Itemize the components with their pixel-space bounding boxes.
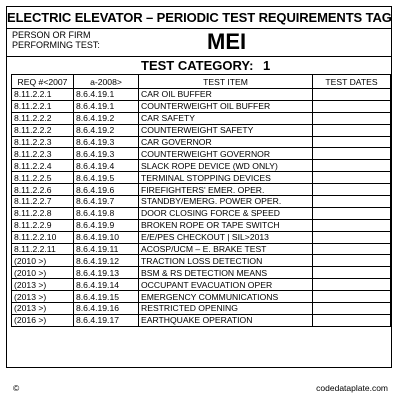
test-item-cell: TERMINAL STOPPING DEVICES [139, 172, 313, 184]
test-item-cell: SLACK ROPE DEVICE (WD ONLY) [139, 160, 313, 172]
a-2008-cell: 8.6.4.19.12 [74, 255, 139, 267]
table-row [12, 267, 391, 279]
copyright-symbol: © [13, 383, 20, 393]
a-2008-cell: 8.6.4.19.2 [74, 112, 139, 124]
test-dates-cell [313, 196, 391, 208]
test-item-cell: EMERGENCY COMMUNICATIONS [139, 291, 313, 303]
a-2008-cell: 8.6.4.19.3 [74, 136, 139, 148]
a-2008-cell: 8.6.4.19.15 [74, 291, 139, 303]
test-item-cell: TRACTION LOSS DETECTION [139, 255, 313, 267]
req-2007-cell: 8.11.2.2.2 [12, 124, 74, 136]
test-item-cell: CAR SAFETY [139, 112, 313, 124]
test-item-cell: E/E/PES CHECKOUT | SIL>2013 [139, 231, 313, 243]
table-header-row [12, 75, 391, 89]
table-row [12, 243, 391, 255]
req-2007-cell: 8.11.2.2.5 [12, 172, 74, 184]
table-row [12, 100, 391, 112]
test-dates-cell [313, 184, 391, 196]
req-2007-cell: 8.11.2.2.1 [12, 89, 74, 101]
test-category-label: TEST CATEGORY: [141, 58, 254, 73]
test-item-cell: DOOR CLOSING FORCE & SPEED [139, 207, 313, 219]
test-dates-cell [313, 136, 391, 148]
test-item-cell: STANDBY/EMERG. POWER OPER. [139, 196, 313, 208]
table-row [12, 89, 391, 101]
table-row [12, 303, 391, 315]
a-2008-cell: 8.6.4.19.6 [74, 184, 139, 196]
table-row [12, 314, 391, 326]
table-row [12, 231, 391, 243]
test-dates-cell [313, 124, 391, 136]
a-2008-cell: 8.6.4.19.14 [74, 279, 139, 291]
test-dates-cell [313, 172, 391, 184]
req-2007-cell: 8.11.2.2.4 [12, 160, 74, 172]
test-item-cell: CAR OIL BUFFER [139, 89, 313, 101]
person-or-firm-value: MEI [207, 29, 247, 54]
a-2008-cell: 8.6.4.19.17 [74, 314, 139, 326]
req-2007-cell: (2016 >) [12, 314, 74, 326]
a-2008-cell: 8.6.4.19.8 [74, 207, 139, 219]
table-row [12, 196, 391, 208]
req-2007-cell: 8.11.2.2.8 [12, 207, 74, 219]
a-2008-cell: 8.6.4.19.3 [74, 148, 139, 160]
test-item-cell: BROKEN ROPE OR TAPE SWITCH [139, 219, 313, 231]
a-2008-cell: 8.6.4.19.16 [74, 303, 139, 315]
test-dates-cell [313, 112, 391, 124]
table-row [12, 207, 391, 219]
a-2008-cell: 8.6.4.19.13 [74, 267, 139, 279]
req-2007-cell: (2013 >) [12, 279, 74, 291]
req-2007-cell: 8.11.2.2.3 [12, 148, 74, 160]
a-2008-cell: 8.6.4.19.2 [74, 124, 139, 136]
table-row [12, 160, 391, 172]
tag-title: ELECTRIC ELEVATOR – PERIODIC TEST REQUIREMENTS TAG [7, 7, 391, 29]
test-item-cell: ACOSP/UCM – E. BRAKE TEST [139, 243, 313, 255]
table-row [12, 279, 391, 291]
header-a-2008: a-2008> [74, 75, 139, 89]
req-2007-cell: 8.11.2.2.3 [12, 136, 74, 148]
test-item-cell: BSM & RS DETECTION MEANS [139, 267, 313, 279]
table-row [12, 184, 391, 196]
test-requirements-table [11, 74, 391, 327]
table-row [12, 291, 391, 303]
test-item-cell: CAR GOVERNOR [139, 136, 313, 148]
req-2007-cell: (2010 >) [12, 255, 74, 267]
req-2007-cell: (2013 >) [12, 303, 74, 315]
req-2007-cell: 8.11.2.2.11 [12, 243, 74, 255]
test-dates-cell [313, 160, 391, 172]
req-2007-cell: (2013 >) [12, 291, 74, 303]
table-row [12, 255, 391, 267]
table-row [12, 112, 391, 124]
test-item-cell: OCCUPANT EVACUATION OPER [139, 279, 313, 291]
header-req-2007: REQ #<2007 [12, 75, 74, 89]
req-2007-cell: 8.11.2.2.6 [12, 184, 74, 196]
a-2008-cell: 8.6.4.19.7 [74, 196, 139, 208]
table-row [12, 172, 391, 184]
site-name: codedataplate.com [316, 383, 388, 393]
test-dates-cell [313, 279, 391, 291]
a-2008-cell: 8.6.4.19.10 [74, 231, 139, 243]
a-2008-cell: 8.6.4.19.9 [74, 219, 139, 231]
test-dates-cell [313, 303, 391, 315]
table-row [12, 148, 391, 160]
test-item-cell: EARTHQUAKE OPERATION [139, 314, 313, 326]
req-2007-cell: 8.11.2.2.2 [12, 112, 74, 124]
test-dates-cell [313, 219, 391, 231]
test-dates-cell [313, 267, 391, 279]
test-item-cell: RESTRICTED OPENING [139, 303, 313, 315]
a-2008-cell: 8.6.4.19.5 [74, 172, 139, 184]
a-2008-cell: 8.6.4.19.1 [74, 89, 139, 101]
test-item-cell: COUNTERWEIGHT GOVERNOR [139, 148, 313, 160]
test-category-row [7, 56, 391, 74]
test-dates-cell [313, 207, 391, 219]
a-2008-cell: 8.6.4.19.1 [74, 100, 139, 112]
a-2008-cell: 8.6.4.19.11 [74, 243, 139, 255]
table-row [12, 124, 391, 136]
table-row [12, 136, 391, 148]
test-item-cell: COUNTERWEIGHT OIL BUFFER [139, 100, 313, 112]
test-category-value: 1 [263, 58, 271, 73]
test-item-cell: FIREFIGHTERS' EMER. OPER. [139, 184, 313, 196]
test-dates-cell [313, 291, 391, 303]
header-test-item: TEST ITEM [139, 75, 313, 89]
req-2007-cell: (2010 >) [12, 267, 74, 279]
test-dates-cell [313, 314, 391, 326]
req-2007-cell: 8.11.2.2.1 [12, 100, 74, 112]
req-2007-cell: 8.11.2.2.9 [12, 219, 74, 231]
person-or-firm-label: PERSON OR FIRM PERFORMING TEST: [12, 30, 100, 50]
test-dates-cell [313, 243, 391, 255]
req-2007-cell: 8.11.2.2.10 [12, 231, 74, 243]
test-dates-cell [313, 255, 391, 267]
test-item-cell: COUNTERWEIGHT SAFETY [139, 124, 313, 136]
req-2007-cell: 8.11.2.2.7 [12, 196, 74, 208]
table-row [12, 219, 391, 231]
header-test-dates: TEST DATES [313, 75, 391, 89]
test-requirements-tag [6, 6, 392, 368]
test-dates-cell [313, 231, 391, 243]
test-dates-cell [313, 148, 391, 160]
test-dates-cell [313, 89, 391, 101]
a-2008-cell: 8.6.4.19.4 [74, 160, 139, 172]
test-dates-cell [313, 100, 391, 112]
